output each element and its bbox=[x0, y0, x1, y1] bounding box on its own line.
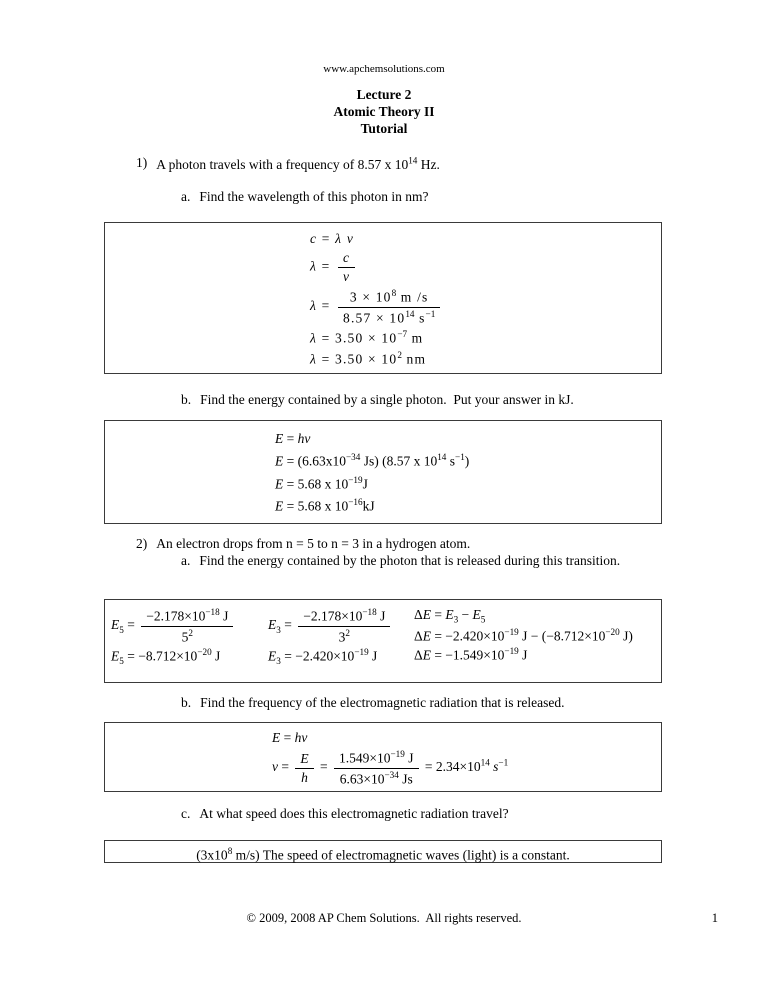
equation-line: $\lambda = 3.50 \times 10^{-7}$ m bbox=[310, 329, 424, 346]
work-box-2c bbox=[104, 840, 662, 863]
subquestion-2a bbox=[181, 553, 645, 569]
question-2 bbox=[136, 536, 470, 552]
equation-line: $E_5 = -8.712\times 10^{-20}$ J bbox=[111, 647, 221, 667]
equation-line: ν = $\frac{E}{h}$ = $\frac{1.549\times 10^{-19} J}{6.63\times 10^{-34} Js}$ = $2.34\times 10^{14}$ $s^{-1}$ bbox=[272, 749, 509, 786]
equation-line: λ = $\frac{c}{\nu}$ bbox=[310, 250, 661, 285]
equation-line: E = 5.68 x $10^{-16}kJ$ bbox=[275, 497, 375, 514]
subquestion-2c bbox=[181, 806, 509, 822]
work-box-1b bbox=[104, 420, 662, 524]
equation-line: c = λ ν bbox=[310, 231, 355, 246]
work-box-1a bbox=[104, 222, 662, 374]
equation-line: $E_5$ = $\frac{-2.178\times 10^{-18} J}{5^2}$ bbox=[111, 607, 268, 645]
subquestion-2c-label: c. bbox=[181, 806, 191, 821]
equation-line: λ = $\frac{3 \times 10^8 m /s}{8.57 \times 10^{14} s^{-1}}$ bbox=[310, 288, 661, 326]
equation-line: E = 5.68 x $10^{-19}J$ bbox=[275, 474, 368, 491]
title-line-3: Tutorial bbox=[360, 121, 408, 136]
equation-line: $\Delta E = -2.420\times 10^{-19}$ $J - (-8.712\times 10^{-20}$ J) bbox=[414, 626, 633, 644]
title-line-2: Atomic Theory II bbox=[333, 104, 435, 119]
subquestion-2b-label: b. bbox=[181, 695, 192, 710]
question-2-number: 2) bbox=[136, 536, 148, 551]
header-url: www.apchemsolutions.com bbox=[323, 63, 445, 75]
subquestion-1b-label: b. bbox=[181, 392, 192, 407]
work-box-2a bbox=[104, 599, 662, 683]
subquestion-2a-text: Find the energy contained by the photon that is released during this transition. bbox=[199, 553, 621, 568]
subquestion-1a-label: a. bbox=[181, 189, 191, 204]
question-1-number: 1) bbox=[136, 155, 148, 170]
equation-line: $E_3 = -2.420\times 10^{-19}$ J bbox=[268, 647, 378, 667]
subquestion-1b-text: Find the energy contained by a single photon. Put your answer in kJ. bbox=[200, 392, 574, 407]
work-box-2a-col-e3 bbox=[268, 605, 414, 682]
subquestion-1b bbox=[181, 392, 574, 408]
equation-line: A photon travels with a frequency of 8.57 x $10^{14}$ Hz. bbox=[156, 155, 440, 172]
equation-line: E = hν bbox=[275, 431, 311, 446]
question-1 bbox=[136, 155, 440, 173]
subquestion-2c-text: At what speed does this electromagnetic radiation travel? bbox=[199, 806, 509, 821]
document-title bbox=[0, 86, 768, 137]
equation-line: E = hν bbox=[272, 730, 308, 745]
page-number: 1 bbox=[711, 911, 718, 925]
work-box-2b bbox=[104, 722, 662, 792]
equation-line: $\Delta E = -1.549\times 10^{-19}$ J bbox=[414, 646, 528, 663]
equation-line: $E_3$ = $\frac{-2.178\times 10^{-18} J}{3^2}$ bbox=[268, 607, 414, 645]
subquestion-1a bbox=[181, 189, 428, 205]
footer-copyright: © 2009, 2008 AP Chem Solutions. All rights reserved. bbox=[246, 911, 522, 925]
subquestion-2b bbox=[181, 695, 564, 711]
equation-line: ($3x10^8$ m/s) The speed of electromagnetic waves (light) is a constant. bbox=[196, 846, 570, 863]
equation-line: $\Delta E = E_3 - E_5$ bbox=[414, 607, 486, 625]
equation-line: $E = (6.63x10^{-34}$ Js) (8.57 x $10^{14}$ $s^{-1}$) bbox=[275, 452, 470, 469]
question-2-text: An electron drops from n = 5 to n = 3 in a hydrogen atom. bbox=[156, 536, 471, 551]
subquestion-2b-text: Find the frequency of the electromagnetic radiation that is released. bbox=[200, 695, 565, 710]
equation-line: $\lambda = 3.50 \times 10^2$ nm bbox=[310, 349, 427, 366]
subquestion-1a-text: Find the wavelength of this photon in nm? bbox=[199, 189, 429, 204]
work-box-2a-col-delta-e bbox=[414, 605, 655, 682]
work-box-2a-col-e5 bbox=[111, 605, 268, 682]
subquestion-2a-label: a. bbox=[181, 553, 191, 568]
title-line-1: Lecture 2 bbox=[356, 87, 412, 102]
question-1-text bbox=[156, 155, 440, 173]
